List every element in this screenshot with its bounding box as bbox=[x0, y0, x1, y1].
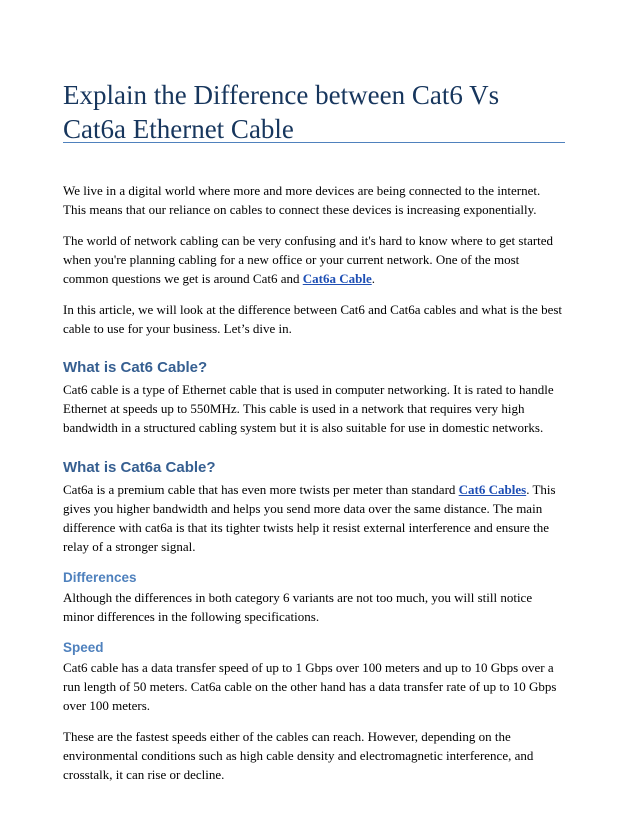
heading-speed: Speed bbox=[63, 640, 104, 655]
speed-paragraph-1: Cat6 cable has a data transfer speed of up to 1 Gbps over 100 meters and up to 10 Gbps over a run length of 50 meters. Cat6a cable on the other hand has a data transfer rate of up to 10 Gbps over 100 meters. bbox=[63, 660, 557, 713]
intro-paragraph-3: In this article, we will look at the difference between Cat6 and Cat6a cables and what is the best cable to use for your business. Let’s dive in. bbox=[63, 302, 563, 336]
intro-paragraph-1: We live in a digital world where more and more devices are being connected to the internet. This means that our reliance on cables to connect these devices is increasing exponentially. bbox=[63, 183, 541, 217]
differences-paragraph: Although the differences in both category 6 variants are not too much, you will still notice minor differences in the following specifications. bbox=[63, 590, 533, 624]
intro-paragraph-2-end: . bbox=[371, 271, 375, 286]
heading-what-is-cat6: What is Cat6 Cable? bbox=[63, 359, 208, 376]
title-divider bbox=[63, 142, 565, 143]
page-title: Explain the Difference between Cat6 Vs Cat6a Ethernet Cable bbox=[63, 80, 500, 144]
cat6a-cable-link[interactable]: Cat6a Cable bbox=[302, 271, 372, 286]
cat6a-paragraph-text: Cat6a is a premium cable that has even more twists per meter than standard bbox=[63, 482, 459, 497]
cat6-cables-link[interactable]: Cat6 Cables bbox=[458, 482, 527, 497]
cat6-paragraph: Cat6 cable is a type of Ethernet cable that is used in computer networking. It is rated to handle Ethernet at speeds up to 550MHz. This cable is used in a network that requires very high bandwidth in a structured cabling system but it is also suitable for use in domestic networks. bbox=[63, 382, 554, 435]
cat6a-paragraph bbox=[63, 480, 565, 556]
cat6a-paragraph-end: . This gives you higher bandwidth and helps you send more data over the same distance. The main difference with cat6a is that its tighter twists help it resist external interference and ensure the relay of a stronger signal. bbox=[63, 482, 556, 554]
intro-paragraph-2 bbox=[63, 231, 565, 288]
intro-paragraph-2-text: The world of network cabling can be very confusing and it's hard to know where to get started when you're planning cabling for a new office or your current network. One of the most common questions we get is around Cat6 and bbox=[63, 233, 554, 286]
heading-what-is-cat6a: What is Cat6a Cable? bbox=[63, 459, 216, 476]
heading-differences: Differences bbox=[63, 570, 137, 585]
speed-paragraph-2: These are the fastest speeds either of the cables can reach. However, depending on the environmental conditions such as high cable density and electromagnetic interference, and crosstalk, it can rise or decline. bbox=[63, 729, 534, 782]
article-body bbox=[63, 181, 565, 796]
